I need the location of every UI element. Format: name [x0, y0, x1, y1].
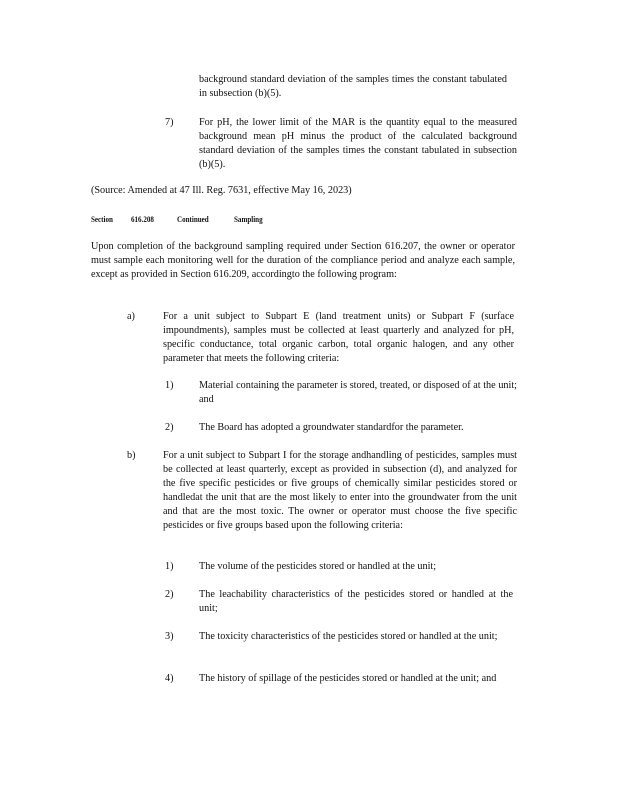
- subsection-a-item-2-number: 2): [165, 422, 174, 433]
- subsection-b-label: b): [127, 450, 136, 461]
- subsection-a-item-2-text: The Board has adopted a groundwater standardfor the parameter.: [199, 422, 464, 433]
- subsection-a-item-1-number: 1): [165, 380, 174, 391]
- subsection-b-item-2-number: 2): [165, 589, 174, 600]
- subsection-b-item-2-text: The leachability characteristics of the pesticides stored or handled at the unit;: [199, 589, 513, 614]
- section-heading-label: Section: [91, 214, 113, 224]
- subsection-b-item-4-number: 4): [165, 673, 174, 684]
- subsection-a-text: For a unit subject to Subpart E (land treatment units) or Subpart F (surface impoundments), samples must be collected at least quarterly and analyzed for pH, specific conductance, total organic carbon, total organic halogen, and any other parameter that meets the following criteria:: [163, 311, 514, 364]
- subsection-a-label: a): [127, 311, 135, 322]
- item-7-number: 7): [165, 117, 174, 128]
- subsection-b-item-1-number: 1): [165, 561, 174, 572]
- subsection-b-item-3-number: 3): [165, 631, 174, 642]
- intro-paragraph: Upon completion of the background sampling required under Section 616.207, the owner or operator must sample each monitoring well for the duration of the compliance period and analyze each sample, except as provided in Section 616.209, accordingto the following program:: [91, 241, 515, 280]
- subsection-b-item-1-text: The volume of the pesticides stored or handled at the unit;: [199, 561, 437, 572]
- subsection-b-text: For a unit subject to Subpart I for the storage andhandling of pesticides, samples must be collected at least quarterly, except as provided in subsection (d), and analyzed for the five specific pesticides or five groups of chemically similar pesticides stored or handledat the unit that are the most likely to enter into the groundwater from the unit and that are the most toxic. The owner or operator must choose the five specific pesticides or five groups based upon the following criteria:: [163, 450, 517, 531]
- section-heading-status: Continued: [177, 214, 209, 224]
- section-heading-title: Sampling: [234, 214, 263, 224]
- section-heading-number: 616.208: [131, 214, 154, 224]
- item-7-text: For pH, the lower limit of the MAR is the quantity equal to the measured background mean pH minus the product of the calculated background standard deviation of the samples times the constant tabulated in subsection (b)(5).: [199, 117, 517, 170]
- subsection-b-item-4-text: The history of spillage of the pesticides stored or handled at the unit; and: [199, 673, 497, 684]
- source-note: (Source: Amended at 47 Ill. Reg. 7631, effective May 16, 2023): [91, 185, 352, 196]
- item-6-continuation-text: background standard deviation of the samples times the constant tabulated in subsection (b)(5).: [199, 74, 507, 99]
- subsection-b-item-3-text: The toxicity characteristics of the pesticides stored or handled at the unit;: [199, 631, 498, 642]
- subsection-a-item-1-text: Material containing the parameter is stored, treated, or disposed of at the unit; and: [199, 380, 517, 405]
